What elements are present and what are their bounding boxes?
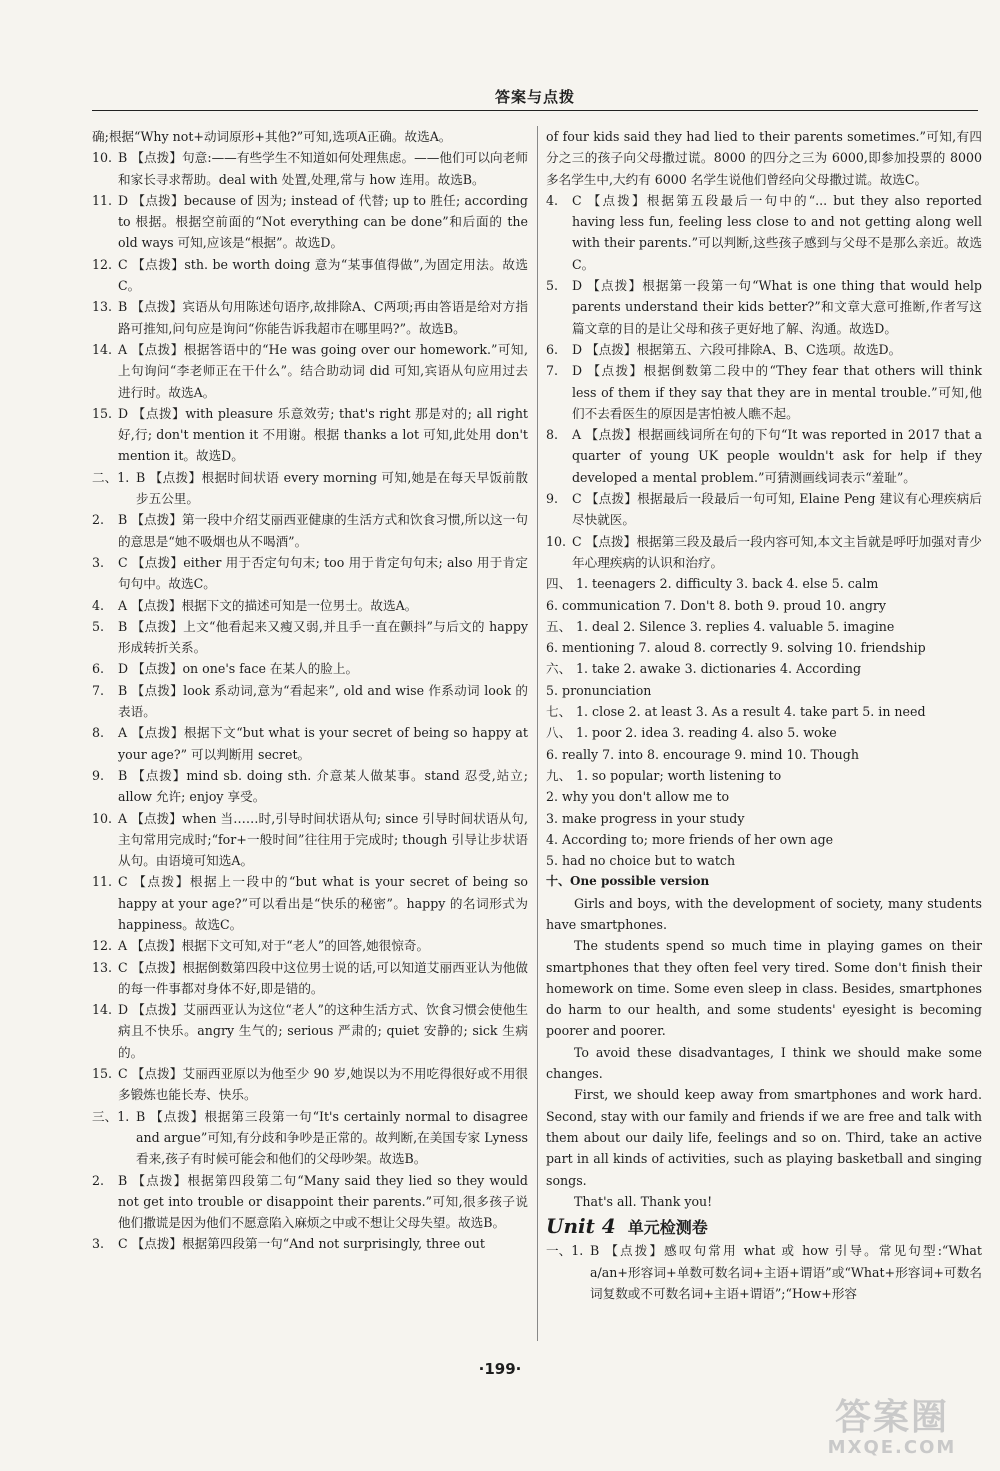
entry-text: B 【点拨】look 系动词,意为“看起来”, old and wise 作系动词 look 的表语。	[118, 682, 528, 720]
entry-number: 9.	[92, 767, 105, 783]
entry-number: 8.	[546, 427, 559, 443]
entry-text: C 【点拨】根据倒数第四段中这位男士说的话,可以知道艾丽西亚认为他做的每一件事都对身体不好,即是错的。	[118, 959, 528, 996]
unit-subtitle: 单元检测卷	[627, 1218, 708, 1238]
entry-text: B 【点拨】上文“他看起来又瘦又弱,并且手一直在颤抖”与后文的 happy 形成转折关系。	[118, 618, 528, 656]
entry-text: 5. pronunciation	[546, 682, 652, 698]
entry-text: D 【点拨】艾丽西亚认为这位“老人”的这种生活方式、饮食习惯会使他生病且不快乐。angry 生气的; serious 严肃的; quiet 安静的; sick 生病的。	[118, 1002, 528, 1060]
entry-number: 5.	[92, 618, 105, 634]
unit-title: Unit 4	[546, 1214, 616, 1239]
right-column	[546, 126, 982, 1304]
entry-text: D 【点拨】with pleasure 乐意效劳; that's right 那是对的; all right 好,行; don't mention it 不用谢。根据 thanks a lot 可知,此处用 don't mention it。故选D。	[118, 405, 528, 464]
answer-entry	[546, 190, 982, 275]
entry-text: 5. had no choice but to watch	[546, 853, 736, 869]
entry-number: 14.	[92, 341, 113, 357]
entry-text: C 【点拨】根据第四段第一句“And not surprisingly, three out	[118, 1236, 485, 1252]
answer-entry	[92, 1233, 528, 1254]
entry-text: D 【点拨】根据第一段第一句“What is one thing that would help parents understand their kids better?”和文章大意可推断,作者写这篇文章的目的是让父母和孩子更好地了解、沟通。故选D。	[572, 278, 982, 336]
answer-entry	[546, 850, 982, 871]
entry-number: 10.	[92, 810, 113, 826]
entry-text: A 【点拨】when 当……时,引导时间状语从句; since 引导时间状语从句,主句常用完成时;“for+一般时间”往往用于完成时; though 引导让步状语从句。由语境可知选A。	[118, 810, 528, 869]
answer-entry	[546, 360, 982, 424]
answer-entry	[546, 637, 982, 658]
answer-entry	[92, 765, 528, 808]
entry-number: 3.	[92, 1236, 105, 1252]
entry-number: 14.	[92, 1002, 113, 1018]
entry-text: B 【点拨】宾语从句用陈述句语序,故排除A、C两项;再由答语是给对方指路可推知,问句应是询问“你能告诉我超市在哪里吗?”。故选B。	[118, 299, 528, 336]
entry-number: 7.	[546, 363, 559, 379]
essay-paragraph: To avoid these disadvantages, I think we should make some changes.	[546, 1044, 982, 1082]
answer-entry	[546, 275, 982, 339]
answer-entry	[546, 808, 982, 829]
header-rule	[92, 110, 978, 111]
answer-entry	[546, 658, 982, 679]
entry-text: 6. really 7. into 8. encourage 9. mind 10. Though	[546, 746, 859, 762]
answer-entry	[92, 680, 528, 723]
entry-number: 五、	[546, 618, 572, 634]
entry-text: 6. communication 7. Don't 8. both 9. proud 10. angry	[546, 597, 887, 613]
answer-entry	[92, 147, 528, 190]
column-divider	[537, 126, 538, 1341]
answer-entry	[546, 829, 982, 850]
essay-label: 十、One possible version	[546, 874, 710, 889]
essay-paragraph: That's all. Thank you!	[574, 1193, 713, 1209]
entry-number: 8.	[92, 725, 105, 741]
entry-text: 4. According to; more friends of her own age	[546, 831, 834, 847]
answer-entry	[546, 616, 982, 637]
answer-entry	[546, 786, 982, 807]
entry-number: 2.	[92, 512, 105, 528]
answer-entry	[546, 701, 982, 722]
answer-entry	[92, 339, 528, 403]
answer-entry	[92, 1170, 528, 1234]
entry-text: B 【点拨】根据第三段第一句“It's certainly normal to disagree and argue”可知,有分歧和争吵是正常的。故判断,在美国专家 Lyness 看来,孩子有时候可能会和他们的父母吵架。故选B。	[136, 1108, 528, 1167]
entry-number: 6.	[546, 341, 559, 357]
essay-paragraph: First, we should keep away from smartphones and work hard. Second, stay with our family and friends if we are free and talk with them about our daily life, feelings and so on. Third, take an active part in all kinds of activities, such as playing basketball and singing songs.	[546, 1087, 982, 1188]
entry-text: B 【点拨】感叹句常用 what 或 how 引导。常见句型:“What a/an+形容词+单数可数名词+主语+谓语”或“What+形容词+可数名词复数或不可数名词+主语+谓语”;“How+形容	[590, 1243, 982, 1302]
answer-entry	[546, 765, 982, 786]
entry-text: A 【点拨】根据下文可知,对于“老人”的回答,她很惊奇。	[118, 938, 430, 954]
answer-entry	[92, 871, 528, 935]
entry-text: 1. take 2. awake 3. dictionaries 4. According	[576, 661, 862, 677]
answer-entry	[92, 190, 528, 254]
entry-number: 7.	[92, 682, 105, 698]
entry-number: 4.	[546, 192, 559, 208]
answer-entry	[546, 126, 982, 190]
entry-number: 15.	[92, 1066, 113, 1082]
entry-text: D 【点拨】on one's face 在某人的脸上。	[118, 661, 359, 677]
answer-entry	[92, 935, 528, 956]
essay-paragraph: The students spend so much time in playing games on their smartphones that they often feel very tired. Some don't finish their homework on time. Some even sleep in class. Besides, smartphones do harm to our health, and some students' eyesight is becoming poorer and poorer.	[546, 938, 982, 1039]
entry-number: 5.	[546, 278, 559, 294]
entry-text: B 【点拨】第一段中介绍艾丽西亚健康的生活方式和饮食习惯,所以这一句的意思是“她不吸烟也从不喝酒”。	[118, 512, 528, 549]
entry-number: 四、	[546, 576, 572, 592]
entry-number: 4.	[92, 597, 105, 613]
entry-text: 确;根据“Why not+动词原形+其他?”可知,选项A正确。故选A。	[92, 129, 452, 144]
answer-entry	[92, 467, 528, 510]
entry-text: 1. poor 2. idea 3. reading 4. also 5. woke	[576, 725, 837, 741]
entry-text: C 【点拨】根据第三段及最后一段内容可知,本文主旨就是呼吁加强对青少年心理疾病的认识和治疗。	[572, 533, 982, 570]
entry-number: 11.	[92, 874, 113, 890]
entry-text: B 【点拨】根据第四段第二句“Many said they lied so they would not get into trouble or disappoint their parents.”可知,很多孩子说他们撒谎是因为他们不愿意陷入麻烦之中或不想让父母失望。故选B。	[118, 1172, 528, 1231]
entry-number: 八、	[546, 725, 572, 741]
entry-number: 15.	[92, 405, 113, 421]
answer-entry	[92, 808, 528, 872]
answer-entry	[546, 573, 982, 594]
entry-text: 1. close 2. at least 3. As a result 4. take part 5. in need	[576, 704, 926, 720]
right-answer-explanations	[546, 126, 982, 573]
entry-number: 一、1.	[546, 1243, 584, 1259]
entry-number: 三、1.	[92, 1108, 130, 1124]
answer-entry	[92, 616, 528, 659]
entry-number: 10.	[92, 150, 113, 166]
entry-text: 1. deal 2. Silence 3. replies 4. valuable 5. imagine	[576, 618, 895, 634]
answer-entry	[92, 1106, 528, 1170]
answer-entry	[546, 339, 982, 360]
essay-section	[546, 871, 982, 1212]
answer-entry	[92, 999, 528, 1063]
entry-number: 10.	[546, 533, 567, 549]
entry-text: 1. so popular; worth listening to	[576, 767, 782, 783]
answer-entry	[546, 744, 982, 765]
entry-text: C 【点拨】艾丽西亚原以为他至少 90 岁,她误以为不用吃得很好或不用很多锻炼也能长寿、快乐。	[118, 1066, 528, 1103]
watermark-text-cn: 答案圈	[834, 1397, 949, 1438]
answer-entry	[92, 254, 528, 297]
fill-in-answers	[546, 573, 982, 871]
entry-number: 二、1.	[92, 469, 130, 485]
entry-text: of four kids said they had lied to their parents sometimes.”可知,有四分之三的孩子向父母撒过谎。8000 的四分之三为 6000,即参加投票的 8000 多名学生中,大约有 6000 名学生说他们曾经向父母撒过谎。故选C。	[546, 129, 982, 187]
entry-text: B 【点拨】句意:——有些学生不知道如何处理焦虑。——他们可以向老师和家长寻求帮助。deal with 处置,处理,常与 how 连用。故选B。	[118, 150, 528, 187]
entry-text: A 【点拨】根据答语中的“He was going over our homework.”可知,上句询问“李老师正在干什么”。结合助动词 did 可知,宾语从句应用过去进行时。故选A。	[118, 341, 528, 400]
entry-number: 11.	[92, 192, 113, 208]
answer-entry	[546, 531, 982, 574]
entry-number: 3.	[92, 554, 105, 570]
entry-text: C 【点拨】sth. be worth doing 意为“某事值得做”,为固定用法。故选C。	[118, 256, 528, 294]
answer-entry	[92, 957, 528, 1000]
entry-text: A 【点拨】根据画线词所在句的下句“It was reported in 2017 that a quarter of young UK people wouldn't ask for help if they developed a mental problem.”可猜测画线词表示“羞耻”。	[572, 427, 982, 485]
entry-text: B 【点拨】mind sb. doing sth. 介意某人做某事。stand 忍受,站立; allow 允许; enjoy 享受。	[118, 767, 528, 805]
entry-text: 1. teenagers 2. difficulty 3. back 4. else 5. calm	[576, 576, 879, 592]
entry-number: 6.	[92, 661, 105, 677]
unit-first-entry	[546, 1240, 982, 1304]
left-column	[92, 126, 528, 1255]
answer-entry	[92, 722, 528, 765]
answer-entry	[546, 595, 982, 616]
answer-entry	[546, 488, 982, 531]
entry-text: C 【点拨】根据第五段最后一句中的“... but they also reported having less fun, feeling less close to and not getting along well with their parents.”可以判断,这些孩子感到与父母不是那么亲近。故选C。	[572, 192, 982, 272]
unit-heading	[546, 1216, 982, 1238]
entry-number: 12.	[92, 938, 113, 954]
entry-text: 3. make progress in your study	[546, 810, 745, 826]
answer-entry	[546, 680, 982, 701]
answer-entry	[546, 424, 982, 488]
entry-text: A 【点拨】根据下文“but what is your secret of being so happy at your age?” 可以判断用 secret。	[118, 725, 528, 762]
entry-text: 2. why you don't allow me to	[546, 789, 730, 805]
entry-number: 九、	[546, 767, 572, 783]
entry-number: 12.	[92, 256, 113, 272]
entry-text: C 【点拨】根据最后一段最后一句可知, Elaine Peng 建议有心理疾病后尽快就医。	[572, 491, 982, 528]
entry-number: 13.	[92, 959, 113, 975]
entry-number: 六、	[546, 661, 572, 677]
answer-entry	[92, 1063, 528, 1106]
watermark-text-en: MXQE.COM	[827, 1437, 957, 1458]
answer-entry	[92, 509, 528, 552]
entry-number: 2.	[92, 1172, 105, 1188]
entry-text: B 【点拨】根据时间状语 every morning 可知,她是在每天早饭前散步五公里。	[136, 469, 528, 507]
entry-text: 6. mentioning 7. aloud 8. correctly 9. solving 10. friendship	[546, 640, 926, 656]
entry-text: D 【点拨】根据倒数第二段中的“They fear that others will think less of them if they say that they are in mental trouble.”可知,他们不去看医生的原因是害怕被人瞧不起。	[572, 363, 982, 421]
entry-text: A 【点拨】根据下文的描述可知是一位男士。故选A。	[118, 597, 418, 613]
watermark-logo	[812, 1398, 972, 1462]
entry-text: D 【点拨】because of 因为; instead of 代替; up to 胜任; according to 根据。根据空前面的“Not everything can be done”和后面的 the old ways 可知,应该是“根据”。故选D。	[118, 192, 528, 251]
page-header-title: 答案与点拨	[494, 88, 575, 106]
entry-text: C 【点拨】根据上一段中的“but what is your secret of being so happy at your age?”可以看出是“快乐的秘密”。happy 的名词形式为 happiness。故选C。	[118, 874, 528, 932]
answer-entry	[92, 296, 528, 339]
entry-text: D 【点拨】根据第五、六段可排除A、B、C选项。故选D。	[572, 341, 902, 357]
answer-entry	[92, 403, 528, 467]
entry-number: 13.	[92, 299, 113, 315]
answer-entry	[92, 658, 528, 679]
entry-text: C 【点拨】either 用于否定句句末; too 用于肯定句句末; also 用于肯定句句中。故选C。	[118, 554, 528, 592]
answer-entry	[546, 722, 982, 743]
page-number: ·199·	[478, 1360, 522, 1378]
answer-entry	[92, 595, 528, 616]
answer-entry	[92, 552, 528, 595]
entry-number: 七、	[546, 704, 572, 720]
entry-number: 9.	[546, 491, 559, 507]
answer-entry	[92, 126, 528, 147]
essay-paragraph: Girls and boys, with the development of society, many students have smartphones.	[546, 895, 982, 932]
